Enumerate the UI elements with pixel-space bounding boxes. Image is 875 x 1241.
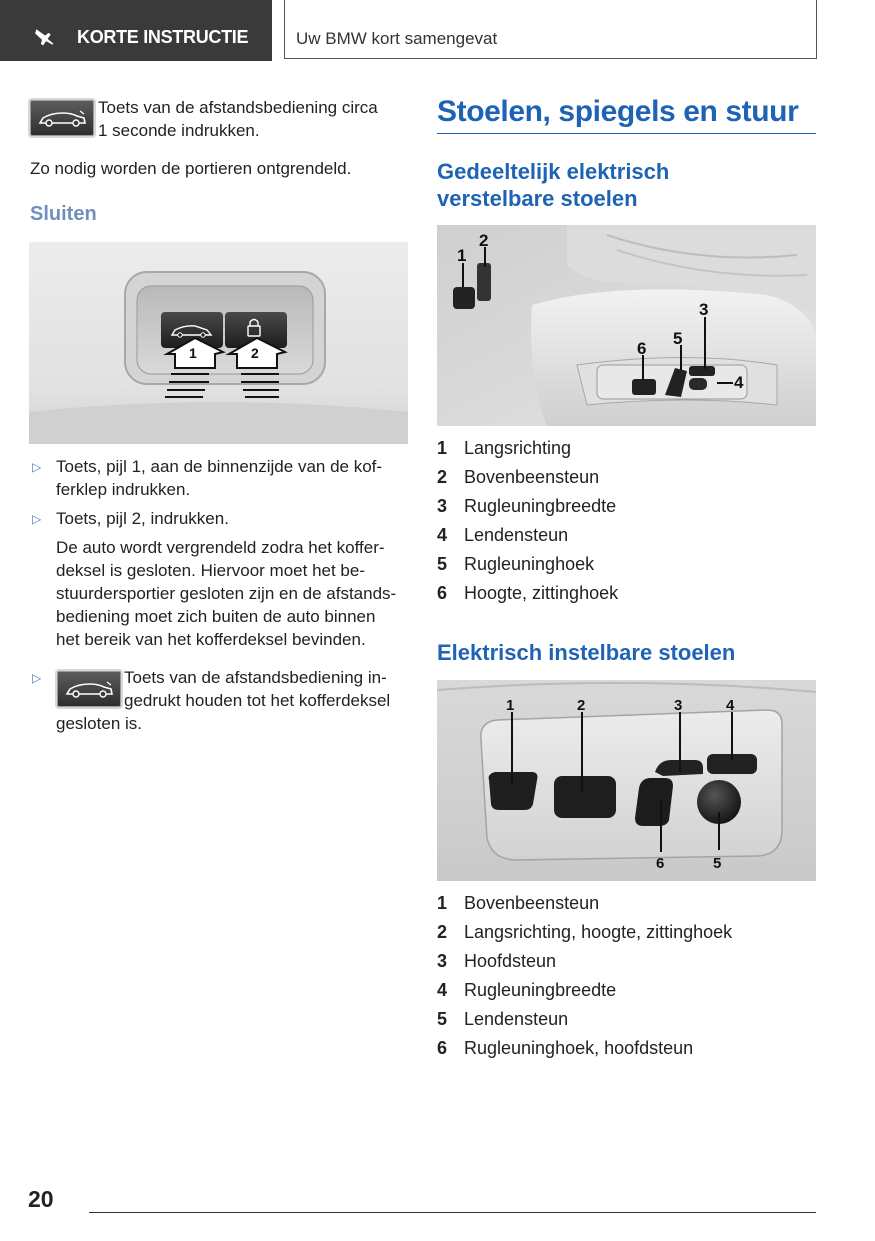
trunk-key-icon xyxy=(57,671,121,707)
section-tab xyxy=(0,0,272,60)
list-item-number: 1 xyxy=(437,438,448,458)
locking-paragraph xyxy=(56,536,396,651)
list-item-number: 6 xyxy=(437,583,448,603)
list-item-text: Rugleuninghoek, hoofdsteun xyxy=(464,1038,694,1058)
list-item-text: Lendensteun xyxy=(464,1009,569,1029)
fig2-label-1: 1 xyxy=(506,697,515,714)
list-item-number: 3 xyxy=(437,496,448,516)
heading-partial-line-2: verstelbare stoelen xyxy=(437,186,638,211)
fig2-label-5: 5 xyxy=(713,855,722,872)
para-line: De auto wordt vergrendeld zodra het koffer- xyxy=(56,538,385,557)
list-item-number: 3 xyxy=(437,951,448,971)
fig2-label-6: 6 xyxy=(656,855,665,872)
heading-partial-electric xyxy=(437,158,669,212)
fig2-label-2: 2 xyxy=(577,697,586,714)
arrow-2-label: 2 xyxy=(251,345,259,361)
fig1-label-3: 3 xyxy=(699,300,709,319)
bullet-2: Toets, pijl 2, indrukken. xyxy=(56,509,229,528)
para-line: bediening moet zich buiten de auto binnen xyxy=(56,607,376,626)
fig1-label-5: 5 xyxy=(673,329,683,348)
list-item-number: 4 xyxy=(437,980,448,1000)
bullet-triangle-icon: ▷ xyxy=(32,460,42,474)
trunk-key-icon xyxy=(30,100,94,136)
bullet-3-line-2: gedrukt houden tot het kofferdeksel xyxy=(124,691,391,710)
page-number: 20 xyxy=(28,1186,54,1212)
list-item-number: 2 xyxy=(437,467,448,487)
bullet-3-a xyxy=(124,666,390,712)
list-item-number: 5 xyxy=(437,554,448,574)
unlock-note: Zo nodig worden de portieren ontgrendeld. xyxy=(30,159,352,178)
title-underline xyxy=(437,133,816,134)
bullet-triangle-icon: ▷ xyxy=(32,512,42,526)
pin-icon xyxy=(34,26,56,48)
header-divider xyxy=(0,59,272,61)
fig1-label-1: 1 xyxy=(457,246,467,265)
list-item-number: 2 xyxy=(437,922,448,942)
fig2-label-3: 3 xyxy=(674,697,683,714)
intro-key-text xyxy=(98,96,378,142)
bullet-1 xyxy=(56,455,382,501)
list-item-text: Bovenbeensteun xyxy=(464,893,600,913)
para-line: deksel is gesloten. Hiervoor moet het be- xyxy=(56,561,365,580)
list-item-number: 6 xyxy=(437,1038,448,1058)
electric-seat-figure xyxy=(437,680,816,881)
bullet-3-line-1: Toets van de afstandsbediening in- xyxy=(124,668,387,687)
list-item-text: Lendensteun xyxy=(464,525,569,545)
fig1-label-6: 6 xyxy=(637,339,647,358)
heading-partial-line-1: Gedeeltelijk elektrisch xyxy=(437,159,670,184)
page-title: Stoelen, spiegels en stuur xyxy=(437,95,799,128)
list-item-number: 4 xyxy=(437,525,448,545)
intro-key-line-2: 1 seconde indrukken. xyxy=(98,121,260,140)
trunk-buttons-figure xyxy=(29,242,408,444)
fig1-label-2: 2 xyxy=(479,231,489,250)
list-item-number: 1 xyxy=(437,893,448,913)
chapter-tab xyxy=(284,0,817,59)
fig1-label-4: 4 xyxy=(734,373,744,392)
bullet-1-line-2: ferklep indrukken. xyxy=(56,480,191,499)
partial-seat-figure xyxy=(437,225,816,426)
footer-divider xyxy=(89,1212,816,1213)
fig2-label-4: 4 xyxy=(726,697,735,714)
bullet-triangle-icon: ▷ xyxy=(32,671,42,685)
heading-electric-seats: Elektrisch instelbare stoelen xyxy=(437,640,736,665)
list-item-text: Langsrichting xyxy=(464,438,572,458)
list-item-text: Rugleuningbreedte xyxy=(464,496,617,516)
heading-sluiten: Sluiten xyxy=(30,203,97,225)
chapter-title: Uw BMW kort samengevat xyxy=(296,29,498,48)
list-item-text: Hoofdsteun xyxy=(464,951,557,971)
bullet-3-line-3: gesloten is. xyxy=(56,714,142,733)
list-item-text: Rugleuningbreedte xyxy=(464,980,617,1000)
arrow-1-label: 1 xyxy=(189,345,197,361)
list-item-text: Rugleuninghoek xyxy=(464,554,595,574)
para-line: stuurdersportier gesloten zijn en de afstands- xyxy=(56,584,397,603)
list-item-number: 5 xyxy=(437,1009,448,1029)
list-item-text: Bovenbeensteun xyxy=(464,467,600,487)
list-item-text: Langsrichting, hoogte, zittinghoek xyxy=(464,922,733,942)
para-line: het bereik van het kofferdeksel bevinden. xyxy=(56,630,366,649)
section-tab-label: KORTE INSTRUCTIE xyxy=(77,27,249,47)
list-item-text: Hoogte, zittinghoek xyxy=(464,583,619,603)
bullet-1-line-1: Toets, pijl 1, aan de binnenzijde van de kof- xyxy=(56,457,383,476)
intro-key-line-1: Toets van de afstandsbediening circa xyxy=(98,98,378,117)
